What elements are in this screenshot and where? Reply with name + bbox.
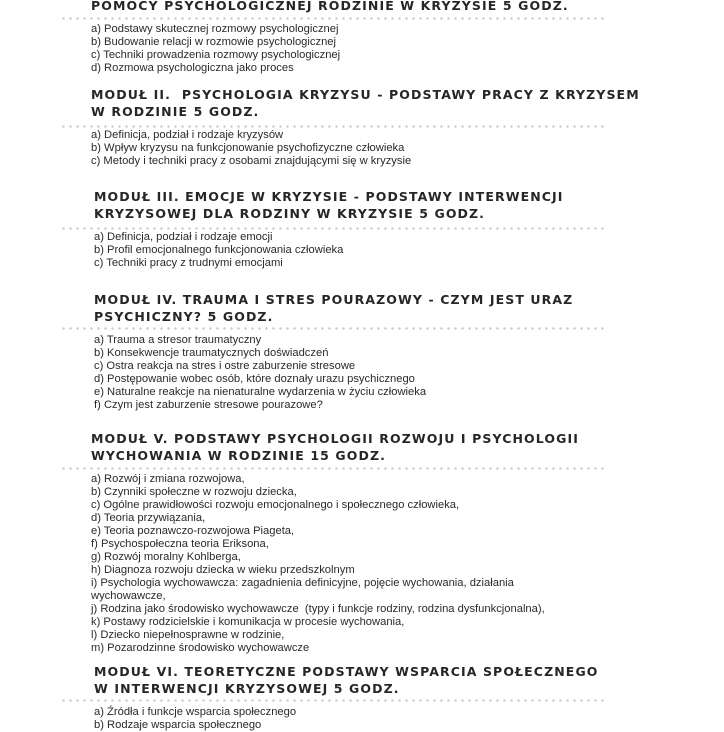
list-item: b) Rodzaje wsparcia społecznego xyxy=(94,719,262,731)
list-item: e) Teoria poznawczo-rozwojowa Piageta, xyxy=(91,525,295,537)
module-1-heading-line-1: POMOCY PSYCHOLOGICZNEJ RODZINIE W KRYZYSIE 5 GODZ. xyxy=(91,0,569,13)
module-4-topic-list xyxy=(94,334,426,412)
list-item: c) Techniki prowadzenia rozmowy psychologicznej xyxy=(91,49,341,61)
list-item: b) Wpływ kryzysu na funkcjonowanie psychofizyczne człowieka xyxy=(91,142,405,154)
list-item: l) Dziecko niepełnosprawne w rodzinie, xyxy=(91,629,285,641)
list-item: wychowawcze, xyxy=(91,590,166,602)
module-4-heading-line-2: PSYCHICZNY? 5 GODZ. xyxy=(94,309,274,324)
list-item: f) Psychospołeczna teoria Eriksona, xyxy=(91,538,269,550)
list-item: c) Metody i techniki pracy z osobami znajdującymi się w kryzysie xyxy=(91,155,412,167)
list-item: a) Definicja, podział i rodzaje kryzysów xyxy=(91,129,284,141)
module-4-heading-line-1: MODUŁ IV. TRAUMA I STRES POURAZOWY - CZYM JEST URAZ xyxy=(94,292,574,307)
list-item: c) Ostra reakcja na stres i ostre zaburzenie stresowe xyxy=(94,360,356,372)
list-item: g) Rozwój moralny Kohlberga, xyxy=(91,551,241,563)
module-2-topic-list xyxy=(91,129,411,168)
list-item: f) Czym jest zaburzenie stresowe pourazowe? xyxy=(94,399,323,411)
dotted-divider xyxy=(60,227,608,230)
list-item: i) Psychologia wychowawcza: zagadnienia definicyjne, pojęcie wychowania, działania xyxy=(91,577,514,589)
module-5-topic-list xyxy=(91,473,545,655)
list-item: a) Podstawy skutecznej rozmowy psychologicznej xyxy=(91,23,339,35)
list-item: m) Pozarodzinne środowisko wychowawcze xyxy=(91,642,310,654)
module-5-heading xyxy=(91,430,579,464)
dotted-divider xyxy=(60,699,608,702)
list-item: a) Rozwój i zmiana rozwojowa, xyxy=(91,473,245,485)
dotted-divider xyxy=(60,17,608,20)
list-item: h) Diagnoza rozwoju dziecka w wieku przedszkolnym xyxy=(91,564,355,576)
module-2-heading-line-2: W RODZINIE 5 GODZ. xyxy=(91,104,260,119)
dotted-divider xyxy=(60,327,608,330)
list-item: b) Konsekwencje traumatycznych doświadczeń xyxy=(94,347,329,359)
list-item: a) Źródła i funkcje wsparcia społecznego xyxy=(94,706,297,718)
module-3-topic-list xyxy=(94,231,343,270)
module-3-heading-line-1: MODUŁ III. EMOCJE W KRYZYSIE - PODSTAWY INTERWENCJI xyxy=(94,189,564,204)
module-5-heading-line-1: MODUŁ V. PODSTAWY PSYCHOLOGII ROZWOJU I PSYCHOLOGII xyxy=(91,431,579,446)
list-item: b) Profil emocjonalnego funkcjonowania człowieka xyxy=(94,244,344,256)
list-item: b) Czynniki społeczne w rozwoju dziecka, xyxy=(91,486,297,498)
list-item: b) Budowanie relacji w rozmowie psychologicznej xyxy=(91,36,336,48)
module-1-topic-list xyxy=(91,23,340,75)
list-item: a) Trauma a stresor traumatyczny xyxy=(94,334,262,346)
module-6-heading-line-2: W INTERWENCJI KRYZYSOWEJ 5 GODZ. xyxy=(94,681,400,696)
list-item: j) Rodzina jako środowisko wychowawcze (typy i funkcje rodziny, rodzina dysfunkcjonalna), xyxy=(91,603,545,615)
dotted-divider xyxy=(60,125,608,128)
module-6-heading-line-1: MODUŁ VI. TEORETYCZNE PODSTAWY WSPARCIA SPOŁECZNEGO xyxy=(94,664,599,679)
module-5-heading-line-2: WYCHOWANIA W RODZINIE 15 GODZ. xyxy=(91,448,386,463)
list-item: k) Postawy rodzicielskie i komunikacja w procesie wychowania, xyxy=(91,616,405,628)
list-item: d) Teoria przywiązania, xyxy=(91,512,206,524)
module-6-topic-list xyxy=(94,706,296,732)
module-2-heading-line-1: MODUŁ II. PSYCHOLOGIA KRYZYSU - PODSTAWY PRACY Z KRYZYSEM xyxy=(91,87,640,102)
list-item: c) Ogólne prawidłowości rozwoju emocjonalnego i społecznego człowieka, xyxy=(91,499,460,511)
module-1-heading xyxy=(91,0,569,14)
module-3-heading-line-2: KRYZYSOWEJ DLA RODZINY W KRYZYSIE 5 GODZ. xyxy=(94,206,486,221)
list-item: d) Postępowanie wobec osób, które doznały urazu psychicznego xyxy=(94,373,415,385)
list-item: a) Definicja, podział i rodzaje emocji xyxy=(94,231,273,243)
module-6-heading xyxy=(94,663,599,697)
list-item: c) Techniki pracy z trudnymi emocjami xyxy=(94,257,283,269)
list-item: d) Rozmowa psychologiczna jako proces xyxy=(91,62,294,74)
module-3-heading xyxy=(94,188,564,222)
list-item: e) Naturalne reakcje na nienaturalne wydarzenia w życiu człowieka xyxy=(94,386,427,398)
module-4-heading xyxy=(94,291,573,325)
module-2-heading xyxy=(91,86,640,120)
dotted-divider xyxy=(60,467,608,470)
